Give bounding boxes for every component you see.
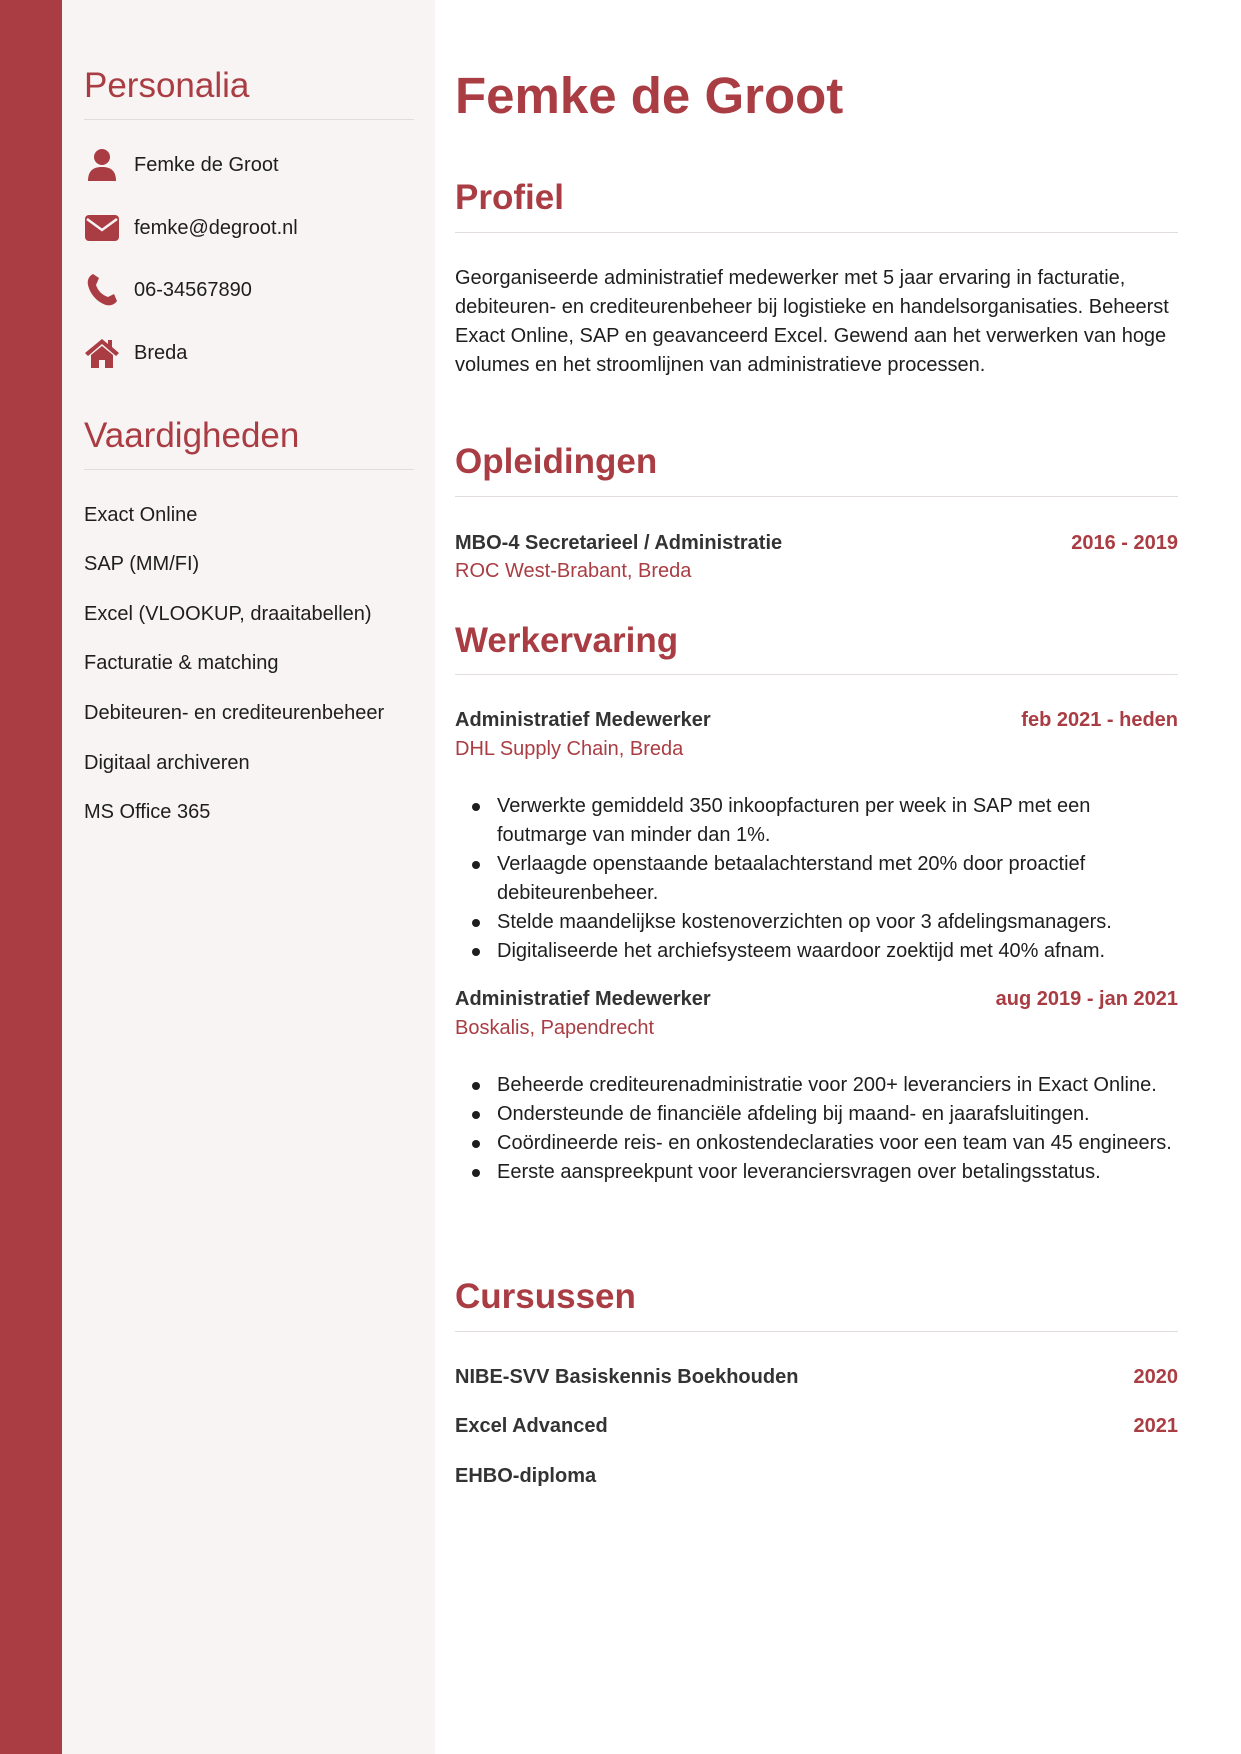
contact-email (84, 211, 414, 245)
contact-name-text: Femke de Groot (134, 154, 279, 176)
skills-heading: Vaardigheden (84, 416, 300, 455)
course-name: EHBO-diploma (455, 1465, 597, 1487)
education-heading: Opleidingen (455, 442, 658, 481)
phone-icon (84, 273, 120, 307)
list-item: Eerste aanspreekpunt voor leveranciersvragen over betalingsstatus. (455, 1158, 1178, 1187)
contact-email-text: femke@degroot.nl (134, 217, 298, 239)
divider (84, 119, 414, 120)
envelope-icon (84, 211, 120, 245)
education-school: ROC West-Brabant, Breda (455, 560, 692, 582)
experience-heading: Werkervaring (455, 621, 679, 660)
sidebar (62, 0, 435, 1754)
job-role: Administratief Medewerker (455, 988, 711, 1010)
education-years: 2016 - 2019 (1071, 532, 1178, 554)
list-item: Beheerde crediteurenadministratie voor 200+ leveranciers in Exact Online. (455, 1071, 1178, 1100)
page-title: Femke de Groot (455, 67, 844, 124)
list-item: Coördineerde reis- en onkostendeclaraties voor een team van 45 engineers. (455, 1129, 1178, 1158)
skill-item: MS Office 365 (84, 801, 211, 823)
contact-name (84, 148, 414, 182)
course-row (455, 1413, 1178, 1439)
job-role: Administratief Medewerker (455, 709, 711, 731)
divider (455, 1331, 1178, 1332)
skill-item: SAP (MM/FI) (84, 553, 200, 575)
job-company: DHL Supply Chain, Breda (455, 738, 684, 760)
user-icon (84, 148, 120, 182)
skill-item: Exact Online (84, 504, 198, 526)
contact-phone (84, 273, 414, 307)
list-item: Ondersteunde de financiële afdeling bij maand- en jaarafsluitingen. (455, 1100, 1178, 1129)
courses-heading: Cursussen (455, 1277, 636, 1316)
skill-item: Debiteuren- en crediteurenbeheer (84, 702, 385, 724)
job-period: aug 2019 - jan 2021 (995, 988, 1178, 1010)
job-row (455, 707, 1178, 733)
profile-text: Georganiseerde administratief medewerker met 5 jaar ervaring in facturatie, debiteuren- en crediteurenbeheer bij logistieke en handelsorganisaties. Beheerst Exact Online, SAP en geavanceerd Excel. Gewend aan het verwerken van hoge volumes en het stroomlijnen van administratieve processen. (455, 267, 1169, 376)
job-period: feb 2021 - heden (1021, 709, 1178, 731)
divider (455, 232, 1178, 233)
accent-stripe (0, 0, 62, 1754)
contact-city (84, 336, 414, 370)
course-name: Excel Advanced (455, 1415, 608, 1437)
list-item: Verwerkte gemiddeld 350 inkoopfacturen per week in SAP met een foutmarge van minder dan 1%. (455, 792, 1178, 850)
job-row (455, 986, 1178, 1012)
list-item: Verlaagde openstaande betaalachterstand met 20% door proactief debiteurenbeheer. (455, 850, 1178, 908)
course-name: NIBE-SVV Basiskennis Boekhouden (455, 1366, 799, 1388)
skill-item: Excel (VLOOKUP, draaitabellen) (84, 603, 372, 625)
course-row (455, 1364, 1178, 1390)
list-item: Digitaliseerde het archiefsysteem waardoor zoektijd met 40% afnam. (455, 937, 1178, 966)
personalia-heading: Personalia (84, 66, 250, 105)
contact-city-text: Breda (134, 342, 188, 364)
education-degree: MBO-4 Secretarieel / Administratie (455, 532, 783, 554)
list-item: Stelde maandelijkse kostenoverzichten op voor 3 afdelingsmanagers. (455, 908, 1178, 937)
divider (455, 496, 1178, 497)
job-company: Boskalis, Papendrecht (455, 1017, 655, 1039)
home-icon (84, 336, 120, 370)
course-row (455, 1463, 1178, 1489)
skill-item: Facturatie & matching (84, 652, 279, 674)
skill-item: Digitaal archiveren (84, 752, 250, 774)
divider (455, 674, 1178, 675)
course-year: 2021 (1133, 1415, 1178, 1437)
profile-heading: Profiel (455, 178, 564, 217)
contact-phone-text: 06-34567890 (134, 279, 252, 301)
job-bullets (455, 1071, 1178, 1187)
divider (84, 469, 414, 470)
education-row (455, 530, 1178, 556)
job-bullets (455, 792, 1178, 966)
course-year: 2020 (1133, 1366, 1178, 1388)
